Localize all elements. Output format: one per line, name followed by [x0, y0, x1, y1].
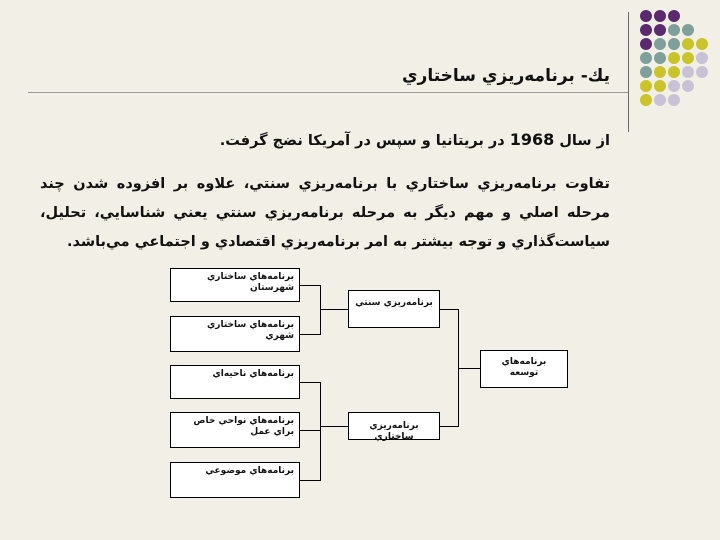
connector-line [320, 285, 321, 335]
connector-line [440, 309, 458, 310]
teal-dot [640, 66, 652, 78]
teal-dot [640, 52, 652, 64]
connector-line [320, 382, 321, 481]
yellow-dot [654, 66, 666, 78]
yellow-dot [654, 80, 666, 92]
yellow-dot [668, 66, 680, 78]
mid-node-traditional-planning: برنامه‌ريزي سنتي [348, 290, 440, 328]
lavender-dot [668, 80, 680, 92]
teal-dot [668, 24, 680, 36]
purple-dot [654, 10, 666, 22]
intro-year: 1968 [509, 130, 555, 149]
mid-node-structural-planning: برنامه‌ريزي ساختاري [348, 412, 440, 440]
yellow-dot [640, 80, 652, 92]
teal-dot [682, 24, 694, 36]
teal-dot [654, 52, 666, 64]
connector-line [300, 285, 320, 286]
teal-dot [654, 38, 666, 50]
connector-line [300, 430, 320, 431]
slide-title: يك- برنامه‌ريزي ساختاري [401, 66, 610, 86]
lavender-dot [668, 94, 680, 106]
yellow-dot [682, 52, 694, 64]
yellow-dot [668, 52, 680, 64]
connector-line [320, 309, 348, 310]
purple-dot [668, 10, 680, 22]
root-node-development-plans: برنامه‌هاي توسعه [480, 350, 568, 388]
decorative-dot-grid [640, 10, 720, 120]
title-underline-rule [28, 92, 628, 93]
lavender-dot [682, 66, 694, 78]
connector-line [440, 426, 458, 427]
intro-prefix: از سال [554, 133, 610, 149]
connector-line [300, 382, 320, 383]
intro-paragraph [220, 130, 610, 149]
intro-suffix: در بريتانيا و سپس در آمريكا نضج گرفت. [219, 133, 510, 149]
decorative-vertical-rule [628, 12, 629, 132]
yellow-dot [682, 38, 694, 50]
leaf-node-regional: برنامه‌هاي ناحيه‌اي [170, 365, 300, 399]
purple-dot [640, 24, 652, 36]
connector-line [300, 334, 320, 335]
leaf-node-thematic: برنامه‌هاي موضوعي [170, 462, 300, 498]
lavender-dot [654, 94, 666, 106]
body-paragraph: تفاوت برنامه‌ريزي ساختاري با برنامه‌ريزي سنتي، علاوه بر افزوده شدن چند مرحله اصلي و مهم ديگر به مرحله برنامه‌ريزي سنتي يعني شناسايي، تحليل، سياست‌گذاري و توجه بيشتر به امر برنامه‌ريزي اقتصادي و اجتماعي مي‌باشد. [40, 176, 610, 250]
leaf-node-urban-structural: برنامه‌هاي ساختاري شهري [170, 316, 300, 352]
connector-line [320, 426, 348, 427]
connector-line [300, 480, 320, 481]
yellow-dot [640, 94, 652, 106]
teal-dot [668, 38, 680, 50]
lavender-dot [696, 52, 708, 64]
purple-dot [640, 10, 652, 22]
lavender-dot [682, 80, 694, 92]
purple-dot [654, 24, 666, 36]
lavender-dot [696, 66, 708, 78]
yellow-dot [696, 38, 708, 50]
leaf-node-special-action-areas: برنامه‌هاي نواحي خاص براي عمل [170, 412, 300, 448]
connector-line [458, 368, 480, 369]
leaf-node-county-structural: برنامه‌هاي ساختاري شهرستان [170, 268, 300, 302]
purple-dot [640, 38, 652, 50]
